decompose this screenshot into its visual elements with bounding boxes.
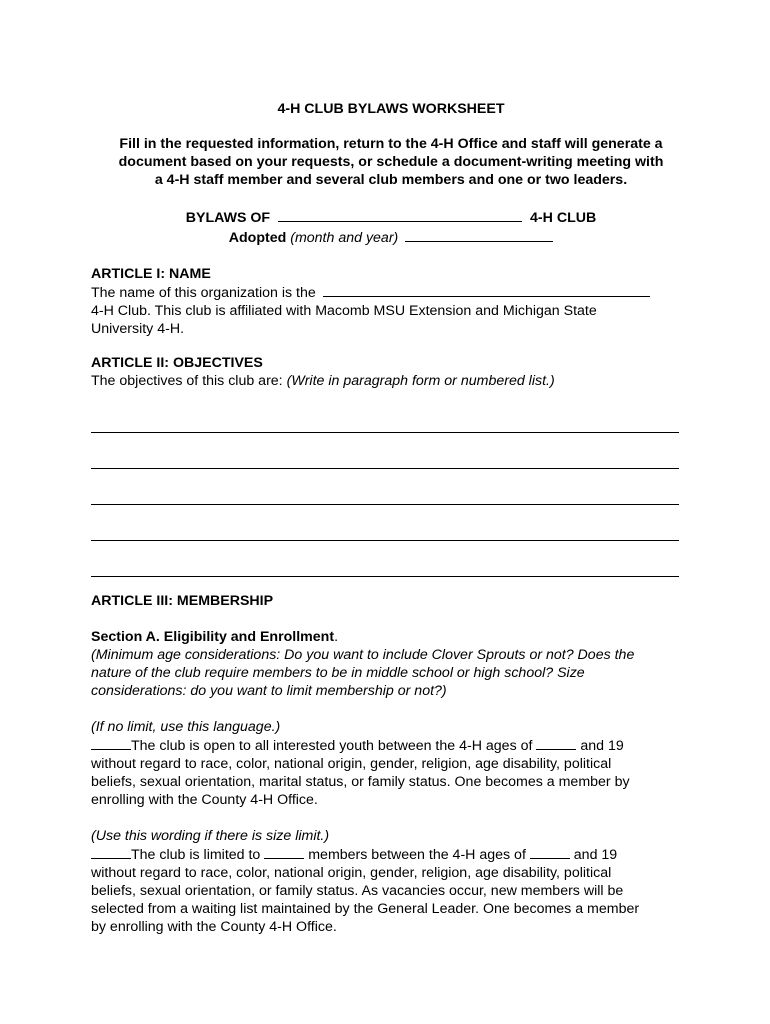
bylaws-header (91, 207, 691, 247)
organization-name-blank[interactable] (323, 283, 650, 297)
size-limit-heading: (Use this wording if there is size limit.) (91, 828, 330, 844)
guidance-line: nature of the club require members to be in middle school or high school? Size (91, 665, 585, 681)
no-limit-line: beliefs, sexual orientation, marital status, or family status. One becomes a member by (91, 774, 630, 790)
article-1 (91, 265, 691, 338)
adopted-line (91, 227, 691, 247)
club-name-blank[interactable] (278, 207, 522, 222)
size-limit-line: selected from a waiting list maintained by the General Leader. One becomes a member (91, 901, 640, 917)
document-page (91, 100, 691, 936)
size-limit-line (91, 845, 691, 864)
article-2-heading: ARTICLE II: OBJECTIVES (91, 355, 263, 371)
article-1-line: 4-H Club. This club is affiliated with Macomb MSU Extension and Michigan State (91, 303, 597, 319)
no-limit-line: enrolling with the County 4-H Office. (91, 792, 318, 808)
size-limit-check-blank[interactable] (91, 845, 131, 859)
article-3-heading: ARTICLE III: MEMBERSHIP (91, 593, 274, 609)
no-limit-line (91, 736, 691, 755)
size-limit-option (91, 827, 691, 936)
objective-line[interactable] (91, 433, 679, 469)
bylaws-of-line (91, 207, 691, 227)
guidance-line: considerations: do you want to limit membership or not?) (91, 683, 447, 699)
no-limit-line: without regard to race, color, national origin, gender, religion, age disability, political (91, 756, 612, 772)
objective-line[interactable] (91, 396, 679, 433)
no-limit-text: The club is open to all interested youth between the 4-H ages of (131, 738, 533, 754)
no-limit-heading: (If no limit, use this language.) (91, 719, 281, 735)
objective-line[interactable] (91, 469, 679, 505)
section-a-guidance (91, 646, 691, 700)
objective-line[interactable] (91, 541, 679, 577)
size-limit-text: The club is limited to (131, 847, 261, 863)
size-limit-line: without regard to race, color, national origin, gender, religion, age disability, political (91, 865, 612, 881)
size-limit-line: beliefs, sexual orientation, or family status. As vacancies occur, new members will be (91, 883, 624, 899)
article-1-line (91, 283, 691, 302)
adopted-hint: (month and year) (290, 230, 399, 246)
member-count-blank[interactable] (264, 845, 304, 859)
instructions-line: Fill in the requested information, return to the 4-H Office and staff will generate a (119, 136, 663, 152)
size-limit-text: and 19 (573, 847, 618, 863)
objectives-lines (91, 396, 691, 577)
article-2-intro (91, 372, 691, 390)
min-age-limit-blank[interactable] (530, 845, 570, 859)
document-title: 4-H CLUB BYLAWS WORKSHEET (277, 101, 505, 117)
objective-line[interactable] (91, 505, 679, 541)
article-1-text: The name of this organization is the (91, 285, 316, 301)
adopted-label: Adopted (228, 230, 287, 246)
no-limit-text: and 19 (580, 738, 624, 754)
section-a-heading: Section A. Eligibility and Enrollment (91, 629, 335, 645)
section-a-period: . (334, 629, 339, 645)
size-limit-text: members between the 4-H ages of (308, 847, 526, 863)
article-1-line: University 4-H. (91, 321, 185, 337)
min-age-blank[interactable] (536, 736, 576, 750)
adopted-date-blank[interactable] (405, 227, 553, 242)
bylaws-of-label: BYLAWS OF (185, 210, 271, 226)
article-3 (91, 592, 691, 936)
instructions-line: a 4-H staff member and several club members and one or two leaders. (154, 172, 628, 188)
section-a-heading-line (91, 628, 691, 646)
instructions (91, 135, 691, 189)
guidance-line: (Minimum age considerations: Do you want to include Clover Sprouts or not? Does the (91, 647, 635, 663)
instructions-line: document based on your requests, or schedule a document-writing meeting with (118, 154, 664, 170)
article-2-intro-text: The objectives of this club are: (91, 373, 283, 389)
no-limit-check-blank[interactable] (91, 736, 131, 750)
size-limit-line: by enrolling with the County 4-H Office. (91, 919, 337, 935)
article-2-intro-hint: (Write in paragraph form or numbered list.) (286, 373, 555, 389)
article-2 (91, 354, 691, 577)
club-suffix-label: 4-H CLUB (530, 210, 597, 226)
no-limit-option (91, 718, 691, 809)
article-1-heading: ARTICLE I: NAME (91, 266, 211, 282)
